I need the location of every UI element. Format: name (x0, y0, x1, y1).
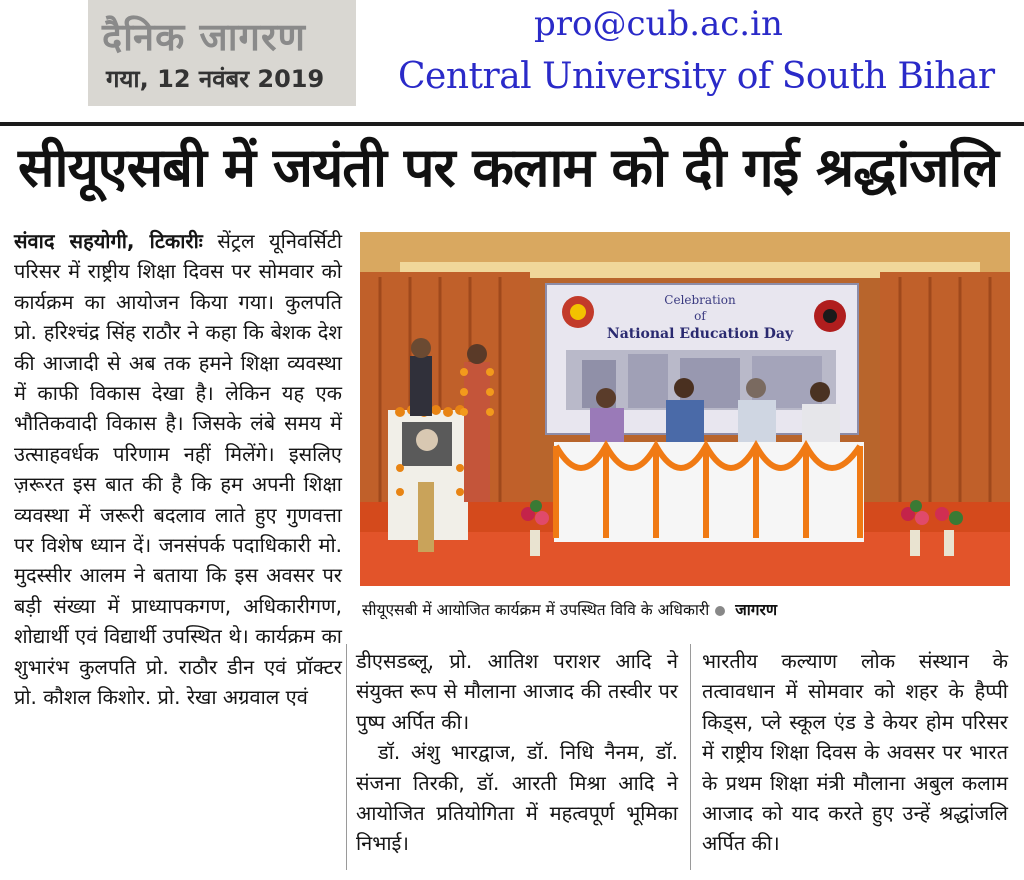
article-paragraph: डॉ. अंशु भारद्वाज, डॉ. निधि नैनम, डॉ. संजना तिरकी, डॉ. आरती मिश्रा आदि ने आयोजित प्रतियोगिता में महत्वपूर्ण भूमिका निभाई। (356, 740, 678, 856)
article-right-column (702, 646, 1008, 859)
header-rule (0, 122, 1024, 126)
banner-line-1: Celebration (664, 293, 736, 307)
caption-credit: जागरण (735, 601, 778, 619)
article-paragraph: भारतीय कल्याण लोक संस्थान के तत्वावधान में सोमवार को शहर के हैप्पी किड्स, प्ले स्कूल एंड डे केयर होम परिसर में राष्ट्रीय शिक्षा दिवस के अवसर पर भारत के प्रथम शिक्षा मंत्री मौलाना अबुल कलाम आजाद को याद करते हुए उन्हें श्रद्धांजलि अर्पित की। (702, 649, 1008, 856)
photo-caption (362, 598, 1002, 620)
event-photo (360, 232, 1010, 586)
article-paragraph: डीएसडब्लू, प्रो. आतिश पराशर आदि ने संयुक्त रूप से मौलाना आजाद की तस्वीर पर पुष्प अर्पित की। (356, 649, 678, 734)
article-headline: सीयूएसबी में जयंती पर कलाम को दी गई श्रद्धांजलि (18, 136, 999, 199)
banner-line-2: of (694, 309, 706, 323)
newspaper-masthead (88, 0, 356, 106)
university-email: pro@cub.ac.in (534, 4, 783, 44)
article-dateline: संवाद सहयोगी, टिकारीः (14, 229, 203, 253)
edition-date: गया, 12 नवंबर 2019 (106, 65, 325, 93)
article-middle-column (356, 646, 678, 859)
article-body-left: सेंट्रल यूनिवर्सिटी परिसर में राष्ट्रीय शिक्षा दिवस पर सोमवार को कार्यक्रम का आयोजन किया गया। कुलपति प्रो. हरिश्चंद्र सिंह राठौर ने कहा कि बेशक देश की आजादी से अब तक हमने शिक्षा व्यवस्था में काफी विकास देखा है। लेकिन यह एक भौतिकवादी विकास है। जिसके लंबे समय में उत्साहवर्धक परिणाम नहीं मिलेंगे। इसलिए ज़रूरत इस बात की है कि हम अपनी शिक्षा व्यवस्था में जरूरी बदलाव लाते हुए गुणवत्ता पर विशेष ध्यान दें। जनसंपर्क पदाधिकारी मो. मुदस्सीर आलम ने बताया कि इस अवसर पर बड़ी संख्या में प्राध्यापकगण, अधिकारीगण, शोद्यार्थी एवं विद्यार्थी उपस्थित थे। कार्यक्रम का शुभारंभ कुलपति प्रो. राठौर डीन एवं प्रॉक्टर प्रो. कौशल किशोर. प्रो. रेखा अग्रवाल एवं (14, 229, 342, 710)
caption-text: सीयूएसबी में आयोजित कार्यक्रम में उपस्थित विवि के अधिकारी (362, 601, 710, 619)
banner-line-3: National Education Day (606, 326, 794, 342)
column-divider (690, 644, 691, 870)
university-name: Central University of South Bihar (398, 56, 995, 97)
column-divider (346, 644, 347, 870)
caption-bullet (715, 606, 725, 616)
newspaper-name: दैनिक जागरण (102, 15, 306, 59)
article-left-column (14, 226, 342, 713)
